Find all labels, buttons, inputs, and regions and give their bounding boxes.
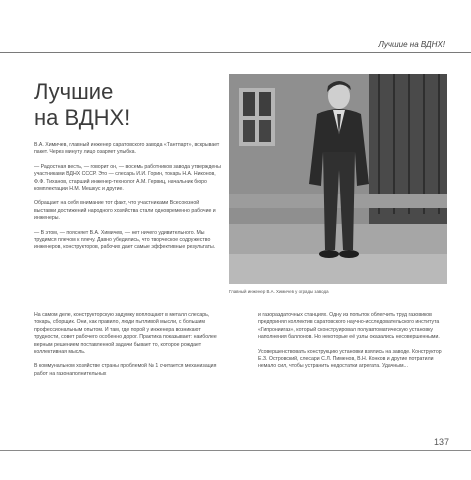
- paragraph: Усовершенствовать конструкцию установки взялись на заводе. Конструктор Е.З. Островский, слесари С.Л. Пименов, В.Н. Конков и другие потратили немало сил, чтобы устранить недостатки агрегата. Удачным...: [258, 348, 442, 370]
- photo-caption: Главный инженер В.А. Химичев у ограды завода: [229, 289, 329, 294]
- paragraph: и газораздаточных станциях. Одну из попыток облегчить труд газовиков предпринял коллектив саратовского научно-исследовательского института «Гипрониигаз», который сконструировал полуавтоматическую установку наполнения баллонов. Но некоторые её узлы оказались несовершенными.: [258, 312, 440, 341]
- paragraph: — В этом, — поясняет В.А. Химичев, — нет ничего удивительного. Мы трудимся плечом к плечу. Давно убедились, что творческое содружество инженеров, конструкторов, рабочих дает самые эффективные результаты.: [34, 229, 216, 251]
- running-head-text: Лучшие на ВДНХ!: [378, 40, 445, 49]
- photo-illustration: [229, 74, 447, 284]
- paragraph: В коммунальном хозяйстве страны проблемой № 1 считается механизация работ на газонаполнительных: [34, 363, 217, 377]
- article-title: [34, 79, 204, 131]
- page-number: 137: [433, 437, 449, 447]
- right-column-bottom: [258, 312, 450, 378]
- left-column-bottom: [34, 312, 222, 385]
- paragraph: Обращает на себя внимание тот факт, что участниками Всесоюзной выставки достижений народного хозяйства стали одновременно рабочие и инженеры.: [34, 200, 216, 222]
- left-column-top: [34, 142, 222, 259]
- footer-rule: [0, 450, 471, 451]
- article-title-line-2: на ВДНХ!: [34, 104, 131, 130]
- header-rule: [0, 52, 471, 53]
- article-title-line-1: Лучшие: [34, 78, 114, 104]
- running-head: [0, 0, 471, 54]
- portrait-photo: [229, 74, 447, 284]
- paragraph: — Радостная весть, — говорит он, — восемь работников завода утверждены участниками ВДНХ СССР. Это — слесарь И.И. Горин, токарь Н.А. Никонов, Ф.Ф. Тиханов, старший инженер-технолог А.М. Гервиц, начальник бюро комплектации Н.М. Мешкус и другие.: [34, 163, 221, 193]
- paragraph: В.А. Химичев, главный инженер саратовского завода «Тантпарт», вскрывает пакет. Через минуту лицо озаряет улыбка.: [34, 142, 220, 156]
- paragraph: На самом деле, конструкторскую задумку воплощают в металл слесарь, токарь, сборщик. Они, как правило, люди пытливой мысли, с большим профессиональным опытом. И там, где порой у инженера возникают трудности, совет рабочего особенно дорог. Практика показывает: наиболее верным решением поставленной задачи бывает то, которое рождает коллективная мысль.: [34, 312, 217, 356]
